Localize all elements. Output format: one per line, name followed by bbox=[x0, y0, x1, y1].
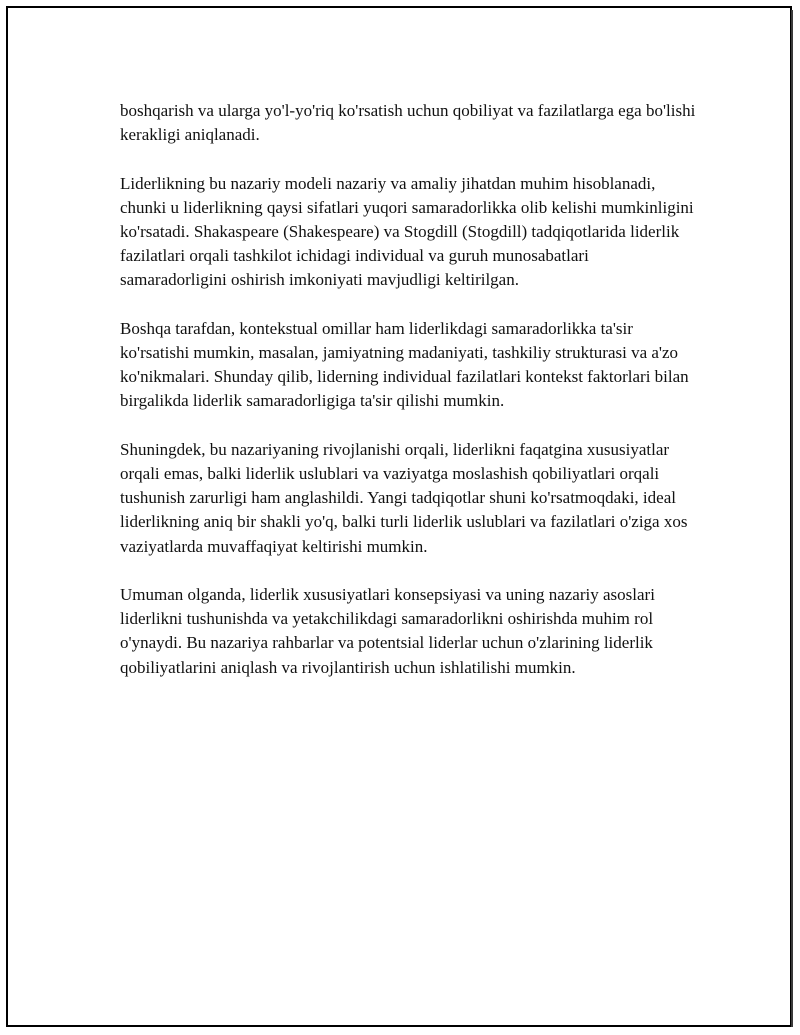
page-frame bbox=[6, 6, 792, 1027]
paragraph-5: Umuman olganda, liderlik xususiyatlari konsepsiyasi va uning nazariy asoslari liderlikni tushunishda va yetakchilikdagi samaradorlikni oshirishda muhim rol o'ynaydi. Bu nazariya rahbarlar va potentsial liderlar uchun o'zlarining liderlik qobiliyatlarini aniqlash va rivojlantirish uchun ishlatilishi mumkin. bbox=[120, 585, 655, 677]
paragraph-4: Shuningdek, bu nazariyaning rivojlanishi orqali, liderlikni faqatgina xususiyatlar orqali emas, balki liderlik uslublari va vaziyatga moslashish qobiliyatlari orqali tushunish zarurligi ham anglashildi. Yangi tadqiqotlar shuni ko'rsatmoqdaki, ideal liderlikning aniq bir shakli yo'q, balki turli liderlik uslublari va fazilatlari o'ziga xos vaziyatlarda muvaffaqiyat keltirishi mumkin. bbox=[120, 439, 688, 556]
paragraph-1: boshqarish va ularga yo'l-yo'riq ko'rsatish uchun qobiliyat va fazilatlarga ega bo'lishi kerakligi aniqlanadi. bbox=[120, 101, 696, 145]
paragraph-2: Liderlikning bu nazariy modeli nazariy va amaliy jihatdan muhim hisoblanadi, chunki u liderlikning qaysi sifatlari yuqori samaradorlikka olib kelishi mumkinligini ko'rsatadi. Shakaspeare (Shakespeare) va Stogdill (Stogdill) tadqiqotlarida liderlik fazilatlari orqali tashkilot ichidagi individual va guruh munosabatlari samaradorligini oshirish imkoniyati mavjudligi keltirilgan. bbox=[120, 173, 694, 290]
paragraph-3: Boshqa tarafdan, kontekstual omillar ham liderlikdagi samaradorlikka ta'sir ko'rsatishi mumkin, masalan, jamiyatning madaniyati, tashkiliy strukturasi va a'zo ko'nikmalari. Shunday qilib, liderning individual fazilatlari kontekst faktorlari bilan birgalikda liderlik samaradorligiga ta'sir qilishi mumkin. bbox=[120, 318, 689, 411]
document-body bbox=[120, 99, 696, 704]
